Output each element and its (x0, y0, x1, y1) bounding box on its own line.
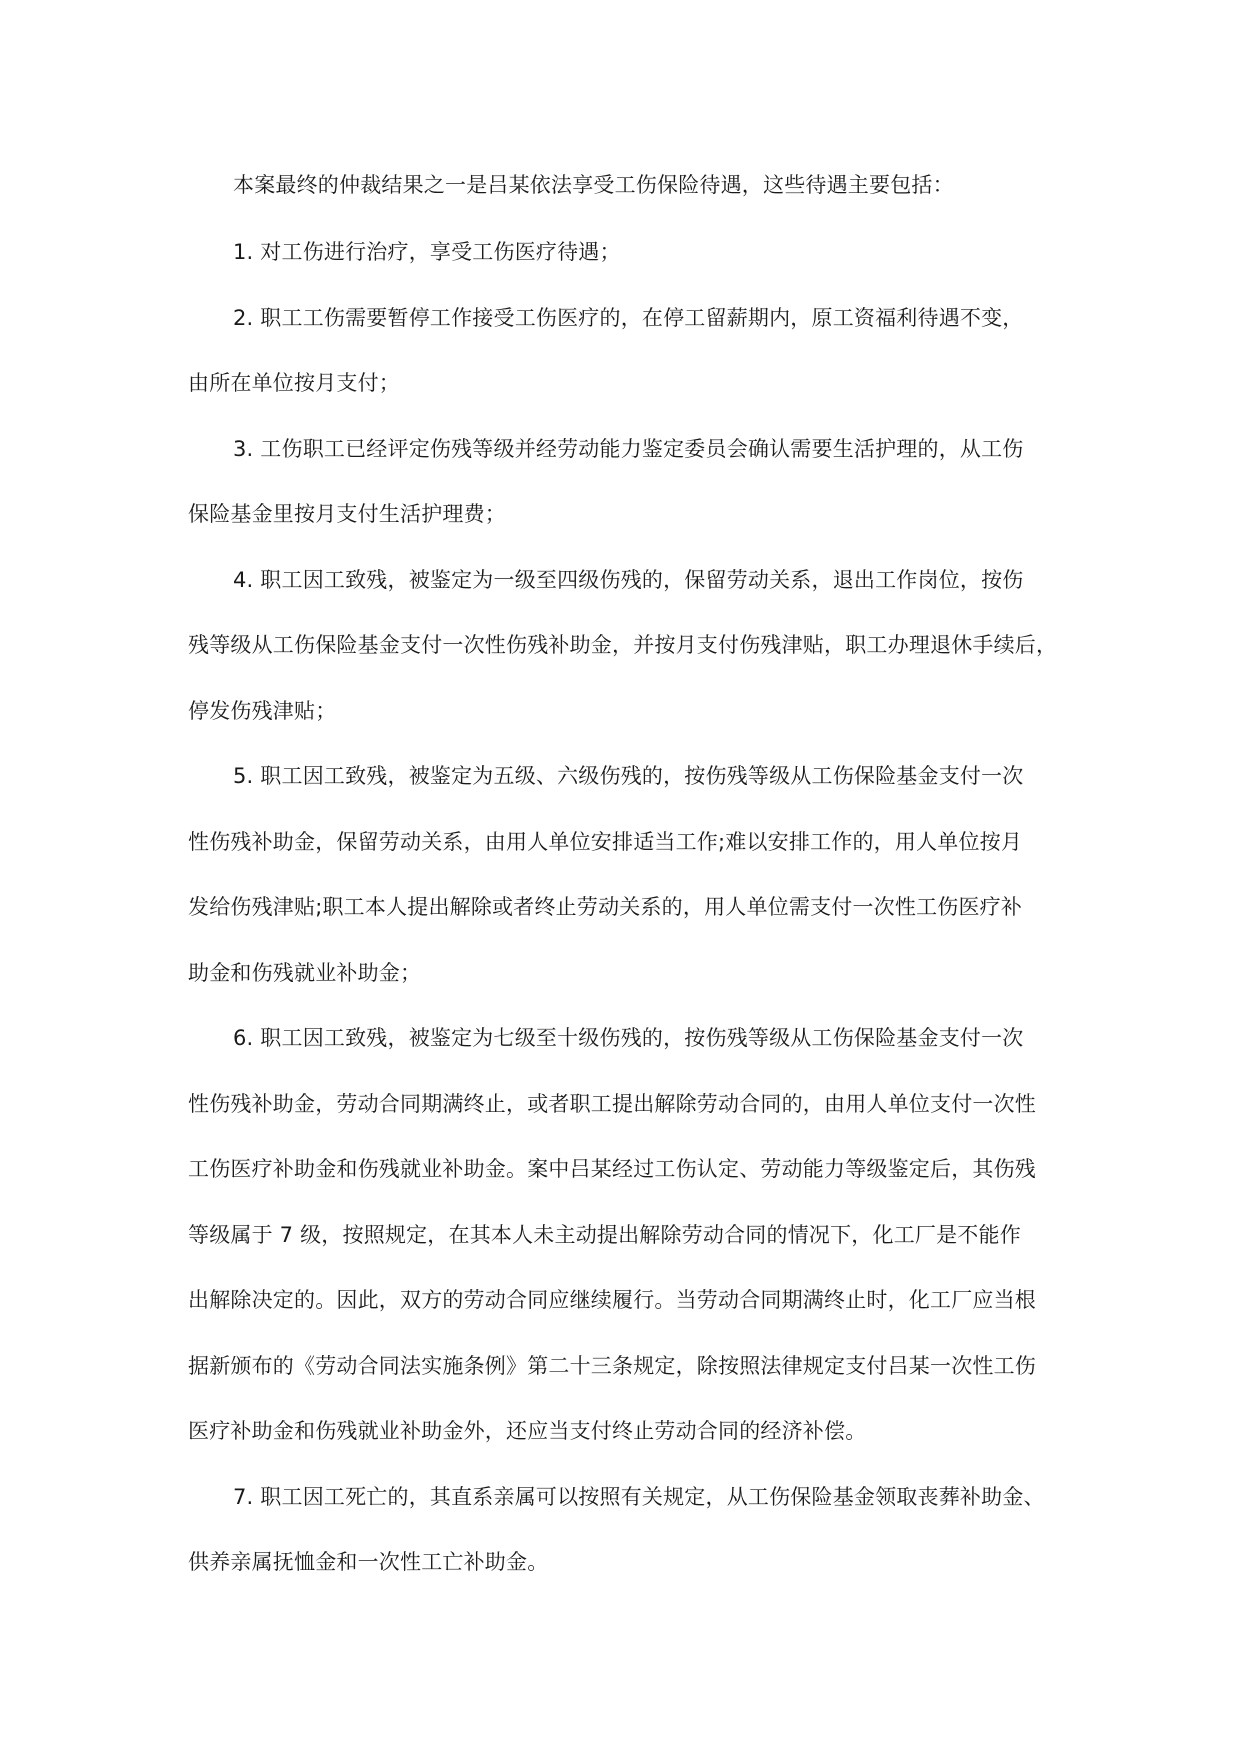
item-5-line-4: 助金和伤残就业补助金； (188, 961, 422, 985)
item-3-line-1: 3. 工伤职工已经评定伤残等级并经劳动能力鉴定委员会确认需要生活护理的，从工伤 (233, 437, 1024, 461)
item-6-line-6: 据新颁布的《劳动合同法实施条例》第二十三条规定，除按照法律规定支付吕某一次性工伤 (188, 1354, 1036, 1378)
item-2-line-1: 2. 职工工伤需要暂停工作接受工伤医疗的，在停工留薪期内，原工资福利待遇不变， (233, 306, 1024, 330)
item-6-line-2: 性伤残补助金，劳动合同期满终止，或者职工提出解除劳动合同的，由用人单位支付一次性 (188, 1092, 1036, 1116)
item-5-line-1: 5. 职工因工致残，被鉴定为五级、六级伤残的，按伤残等级从工伤保险基金支付一次 (233, 764, 1024, 788)
item-6-line-4: 等级属于 7 级，按照规定，在其本人未主动提出解除劳动合同的情况下，化工厂是不能作 (188, 1223, 1021, 1247)
item-6-line-3: 工伤医疗补助金和伤残就业补助金。案中吕某经过工伤认定、劳动能力等级鉴定后，其伤残 (188, 1157, 1036, 1181)
item-5-line-3: 发给伤残津贴;职工本人提出解除或者终止劳动关系的，用人单位需支付一次性工伤医疗补 (188, 895, 1023, 919)
item-7-line-1: 7. 职工因工死亡的，其直系亲属可以按照有关规定，从工伤保险基金领取丧葬补助金、 (233, 1485, 1045, 1509)
item-4-line-2: 残等级从工伤保险基金支付一次性伤残补助金，并按月支付伤残津贴，职工办理退休手续后， (188, 633, 1058, 657)
item-5-line-2: 性伤残补助金，保留劳动关系，由用人单位安排适当工作;难以安排工作的，用人单位按月 (188, 830, 1023, 854)
item-3-line-2: 保险基金里按月支付生活护理费； (188, 502, 506, 526)
item-7-line-2: 供养亲属抚恤金和一次性工亡补助金。 (188, 1550, 549, 1574)
item-6-line-7: 医疗补助金和伤残就业补助金外，还应当支付终止劳动合同的经济补偿。 (188, 1419, 867, 1443)
paragraph-intro: 本案最终的仲裁结果之一是吕某依法享受工伤保险待遇，这些待遇主要包括： (233, 173, 954, 197)
item-4-line-1: 4. 职工因工致残，被鉴定为一级至四级伤残的，保留劳动关系，退出工作岗位，按伤 (233, 568, 1024, 592)
item-1-line-1: 1. 对工伤进行治疗，享受工伤医疗待遇； (233, 240, 621, 264)
item-4-line-3: 停发伤残津贴； (188, 699, 337, 723)
item-6-line-5: 出解除决定的。因此，双方的劳动合同应继续履行。当劳动合同期满终止时，化工厂应当根 (188, 1288, 1036, 1312)
item-2-line-2: 由所在单位按月支付； (188, 371, 400, 395)
item-6-line-1: 6. 职工因工致残，被鉴定为七级至十级伤残的，按伤残等级从工伤保险基金支付一次 (233, 1026, 1024, 1050)
